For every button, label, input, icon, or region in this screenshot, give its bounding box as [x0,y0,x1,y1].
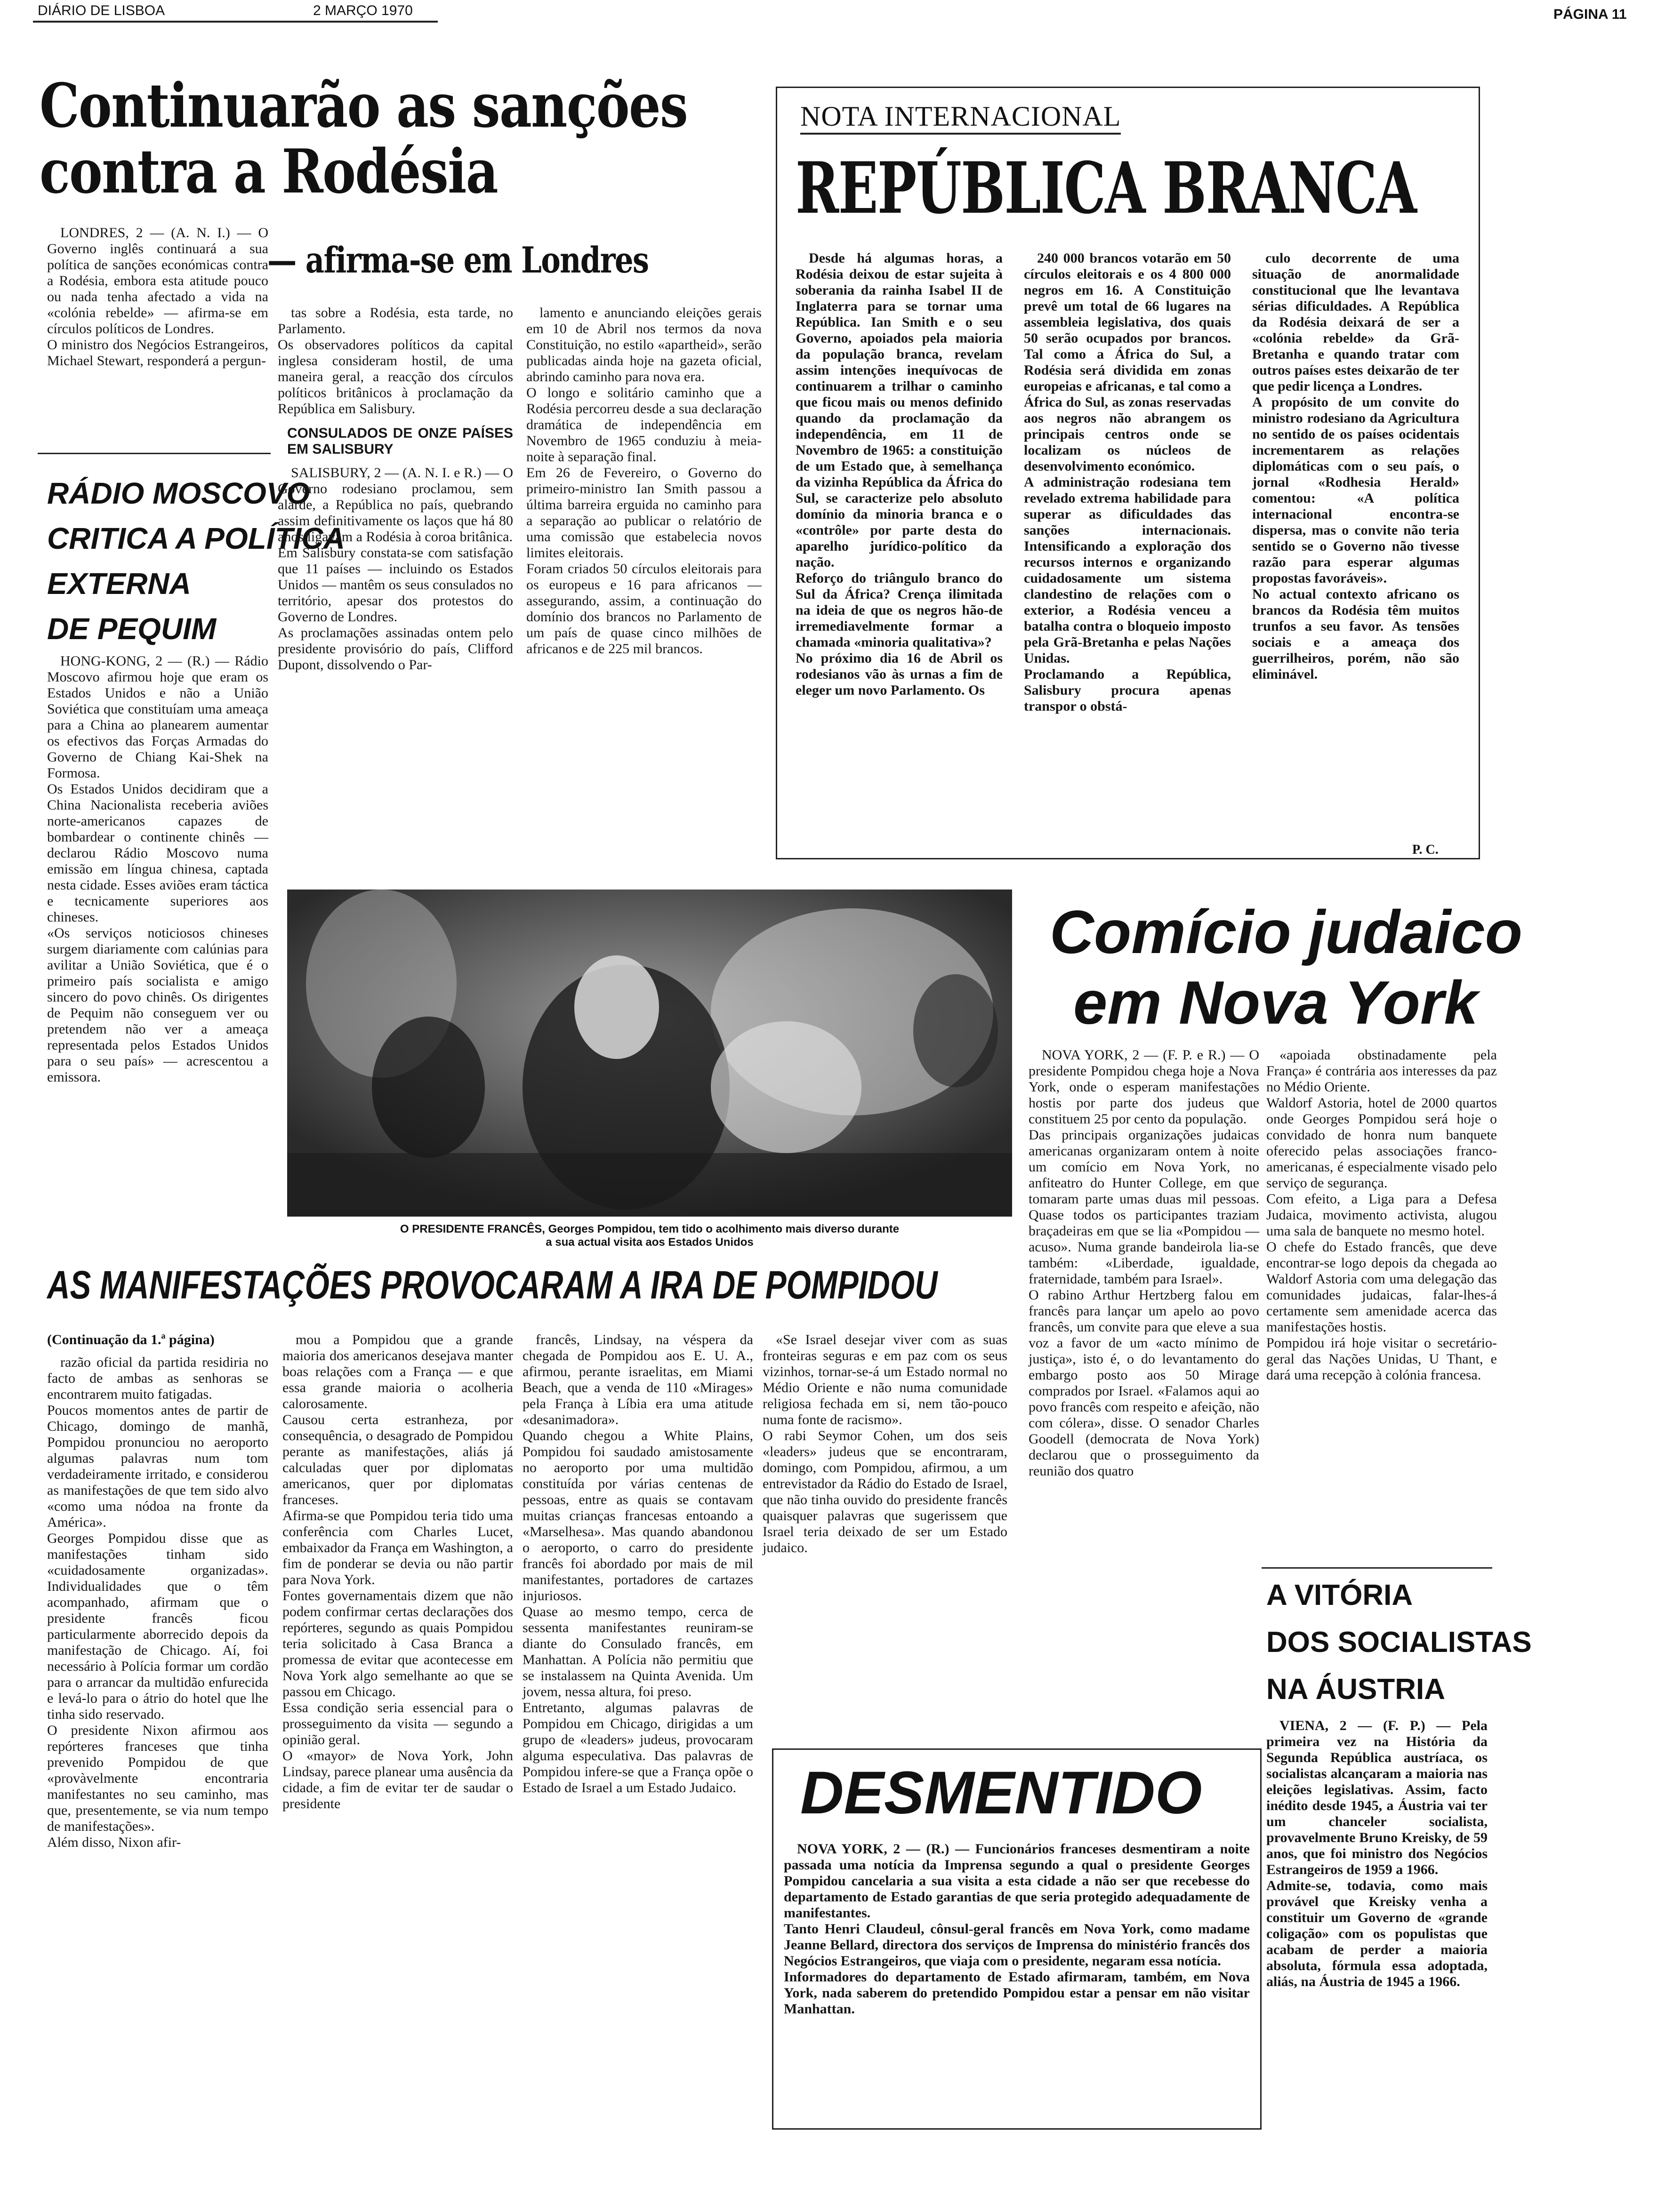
austria-headline-l3: NA ÁUSTRIA [1266,1673,1446,1706]
austria-headline [1266,1572,1532,1713]
nota-signature: P. C. [1412,842,1439,857]
desmentido-headline: DESMENTIDO [800,1759,1202,1827]
issue-date: 2 MARÇO 1970 [313,3,413,18]
moscovo-headline-l2: CRITICA A POLÍTICA [47,521,345,555]
crowd-image [287,890,1012,1217]
nota-column-1 [796,250,1003,701]
nota-col1-text: Desde há algumas horas, a Rodésia deixou de estar sujeita à soberania da rainha Isabel II de Inglaterra para se tornar uma República. Ian Smith e o seu Governo, apoiados pela maioria da população branca, revelam assim intenções inequívocas de continuarem a trilhar o caminho que ficou mais ou menos definido quando da proclamação da independência, em 11 de Novembro de 1965: a constituição de um Estado que, à semelhança da vizinha República da África do Sul, se caracterize pelo absoluto domínio da minoria branca e o «contrôle» por parte desta do aparelho jurídico-político da nação. Reforço do triângulo branco do Sul da África? Crença ilimitada na ideia de que os negros hão-de irremediavelmente formar a chamada «minoria qualitativa»? No próximo dia 16 de Abril os rodesianos vão às urnas a fim de eleger um novo Parlamento. Os [796,250,1003,698]
photo-caption-line2: a sua actual visita aos Estados Unidos [546,1236,754,1249]
austria-top-rule [1262,1567,1492,1569]
moscovo-headline-l3: EXTERNA [47,567,191,601]
continuation-note: (Continuação da 1.ª página) [47,1332,215,1347]
manifestacoes-col2-text: mou a Pompidou que a grande maioria dos americanos desejava manter boas relações com a França — e que essa grande maioria o acolheria calorosamente. Causou certa estranheza, por consequência, o desagrado de Pompidou perante as manifestações, aliás já calculadas quer por diplomatas americanos, quer por diplomatas franceses. Afirma-se que Pompidou teria tido uma conferência com Charles Lucet, embaixador da França em Washington, a fim de ponderar se devia ou não partir para Nova York. Fontes governamentais dizem que não podem confirmar certas declarações dos repórteres, segundo as quais Pompidou teria solicitado à Casa Branca a promessa de evitar que acontecesse em Nova York algo semelhante ao que se passou em Chicago. Essa condição seria essencial para o prosseguimento da visita — segundo a opinião geral. O «mayor» de Nova York, John Lindsay, parece planear uma ausência da cidade, a fim de evitar ter de saudar o presidente [282,1332,513,1811]
moscovo-body: HONG-KONG, 2 — (R.) — Rádio Moscovo afirmou hoje que eram os Estados Unidos e não a União Soviética que constituíam uma ameaça para a China ao planearem aumentar os efectivos das Forças Armadas do Governo de Chiang Kai-Shek na Formosa. Os Estados Unidos decidiram que a China Nacionalista receberia aviões norte-americanos capazes de bombardear o continente chinês — declarou Rádio Moscovo numa emissão em língua chinesa, captada nesta cidade. Esses aviões eram táctica e tecnicamente superiores aos chineses. «Os serviços noticiosos chineses surgem diariamente com calúnias para avilitar a União Soviética, que é o primeiro país socialista e amigo sincero do povo chinês. Os dirigentes de Pequim não conseguem ver ou pretendem não ver a ameaça representada pelos Estados Unidos para o seu país» — acrescentou a emissora. [47,653,268,1085]
moscovo-headline-l1: RÁDIO MOSCOVO [47,476,310,510]
manifestacoes-column-2 [282,1332,513,1815]
comicio-headline-l1: Comício judaico [1050,898,1523,966]
moscovo-headline [47,471,345,651]
manifestacoes-headline: AS MANIFESTAÇÕES PROVOCARAM A IRA DE POMPIDOU [47,1263,938,1307]
sancoes-subheadline: — afirma-se em Londres [267,239,649,281]
nota-kicker: NOTA INTERNACIONAL [800,100,1121,135]
manifestacoes-col3-text: francês, Lindsay, na véspera da chegada de Pompidou aos E. U. A., afirmou, perante israelitas, em Miami Beach, que a venda de 110 «Mirages» pela França à Líbia era uma atitude «desanimadora». Quando chegou a White Plains, Pompidou foi saudado amistosamente no aeroporto por uma multidão constituída por várias centenas de pessoas, entre as quais se contavam muitas crianças francesas entoando a «Marselhesa». Mas quando abandonou o aeroporto, o carro do presidente francês foi abordado por mais de mil manifestantes, portadores de cartazes injuriosos. Quase ao mesmo tempo, cerca de sessenta manifestantes reuniram-se diante do Consulado francês, em Manhattan. A Polícia não permitiu que se instalassem na Quinta Avenida. Um jovem, nessa altura, foi preso. Entretanto, algumas palavras de Pompidou em Chicago, dirigidas a um grupo de «leaders» judeus, provocaram alguma especulativa. Das palavras de Pompidou infere-se que a França opõe o Estado de Israel a um Estado Judaico. [523,1332,753,1795]
comicio-column-2 [1266,1047,1497,1386]
paper-name: DIÁRIO DE LISBOA [38,3,165,18]
comicio-headline-l2: em Nova York [1073,968,1478,1037]
comicio-headline [1050,897,1522,1038]
manifestacoes-column-3 [523,1332,753,1799]
pompidou-photo [287,890,1012,1217]
nota-col2-text: 240 000 brancos votarão em 50 círculos eleitorais e os 4 800 000 negros em 16. A Constituição prevê um total de 66 lugares na assembleia legislativa, dos quais 50 serão ocupados por brancos. Tal como a África do Sul, a Rodésia será dividida em zonas europeias e africanas, e tal como a África do Sul, as zonas reservadas aos negros não abrangem os principais centros onde se localizam os núcleos de desenvolvimento económico. A administração rodesiana tem revelado extrema habilidade para superar as dificuldades das sanções internacionais. Intensificando a exploração dos recursos internos e organizando cuidadosamente um sistema clandestino de relações com o exterior, a Rodésia venceu a batalha contra o bloqueio imposto pela Grã-Bretanha e pelas Nações Unidas. Proclamando a República, Salisbury procura apenas transpor o obstá- [1024,250,1231,714]
nota-col3-text: culo decorrente de uma situação de anormalidade constitucional que lhe levantava sérias dificuldades. A República da Rodésia deixará de ser a «colónia rebelde» da Grã-Bretanha e quando tratar com outros países estes deixarão de ter que pedir licença a Londres. A propósito de um convite do ministro rodesiano da Agricultura no sentido de os países ocidentais incrementarem as relações diplomáticas com o seu país, o jornal «Rodhesia Herald» comentou: «A política internacional encontra-se dispersa, mas o convite não teria sentido se o Governo não tivesse razão para esperar algumas propostas favoráveis». No actual contexto africano os brancos da Rodésia têm muitos trunfos a seu favor. As tensões sociais e a ameaça dos guerrilheiros, porém, não são eliminável. [1252,250,1459,682]
sancoes-divider [38,453,271,454]
photo-caption [287,1223,1012,1249]
moscovo-column [47,653,268,1088]
sancoes-headline-line2: contra a Rodésia [40,136,498,207]
masthead-rule [33,21,438,23]
austria-column [1266,1718,1488,1993]
austria-headline-l2: DOS SOCIALISTAS [1266,1626,1532,1659]
sancoes-column-3 [526,305,762,660]
manifestacoes-col4-text: «Se Israel desejar viver com as suas fronteiras seguras e em paz com os seus vizinhos, tornar-se-á um Estado normal no Médio Oriente e não numa comunidade religiosa fechada em si, nem tão-pouco numa fonte de racismo». O rabi Seymor Cohen, um dos seis «leaders» judeus que se encontraram, domingo, com Pompidou, afirmou, a um entrevistador da Rádio do Estado de Israel, que não tinha ouvido do presidente francês quaisquer palavras que sugerissem que Israel teria deixado de ser um Estado judaico. [763,1332,1007,1555]
manifestacoes-column-1 [47,1354,268,1853]
manifestacoes-column-4 [763,1332,1007,1559]
sancoes-col1-text: LONDRES, 2 — (A. N. I.) — O Governo inglês continuará a sua política de sanções económicas contra a Rodésia, embora esta atitude pouco ou nada tenha afectado a vida na «colónia rebelde» — afirma-se em círculos políticos de Londres. O ministro dos Negócios Estrangeiros, Michael Stewart, responderá a pergun- [47,225,268,369]
austria-headline-l1: A VITÓRIA [1266,1579,1413,1611]
consulados-subhead: CONSULADOS DE ONZE PAÍSES EM SALISBURY [287,425,513,457]
desmentido-body: NOVA YORK, 2 — (R.) — Funcionários franceses desmentiram a noite passada uma notícia da Imprensa segundo a qual o presidente Georges Pompidou cancelaria a sua visita a esta cidade a não ser que recebesse do departamento de Estado garantias de que seria protegido adequadamente de manifestantes. Tanto Henri Claudeul, cônsul-geral francês em Nova York, como madame Jeanne Bellard, directora dos serviços de Imprensa do ministério francês dos Negócios Estrangeiros, que viaja com o presidente, negaram essa notícia. Informadores do departamento de Estado afirmaram, também, em Nova York, nada saberem do pretendido Pompidou estar a pensar em não visitar Manhattan. [784,1841,1250,2017]
sancoes-column-1 [47,225,268,372]
nota-headline: REPÚBLICA BRANCA [796,147,1416,230]
desmentido-column [784,1841,1250,2020]
manifestacoes-col1-text: razão oficial da partida residiria no facto de ambas as senhoras se encontrarem muito fatigadas. Poucos momentos antes de partir de Chicago, domingo de manhã, Pompidou pronunciou no aeroporto algumas palavras num tom verdadeiramente irritado, e considerou as manifestações de que tem sido alvo «como uma nódoa na fronte da América». Georges Pompidou disse que as manifestações tinham sido «cuidadosamente organizadas». Individualidades que o têm acompanhado, afirmam que o presidente francês ficou particularmente aborrecido depois da manifestação de Chicago. Aí, foi necessário à Polícia formar um cordão para o arrancar da multidão enfurecida e levá-lo para o átrio do hotel que lhe tinha sido reservado. O presidente Nixon afirmou aos repórteres franceses que tinha prevenido Pompidou de que «provàvelmente encontraria manifestantes no seu caminho, mas que, presentemente, se via num tempo de manifestações». Além disso, Nixon afir- [47,1354,268,1850]
sancoes-col2-text: tas sobre a Rodésia, esta tarde, no Parlamento. Os observadores políticos da capital inglesa consideram hostil, de uma maneira geral, a reacção dos círculos políticos britânicos à proclamação da República em Salisbury. [278,305,513,417]
sancoes-col2b-text: SALISBURY, 2 — (A. N. I. e R.) — O Governo rodesiano proclamou, sem alarde, a República no país, quebrando assim definitivamente os laços que há 80 anos ligavam a Rodésia à coroa britânica. Em Salisbury constata-se com satisfação que 11 países — incluindo os Estados Unidos — mantêm os seus consulados no território, apesar dos protestos do Governo de Londres. As proclamações assinadas ontem pelo presidente provisório do país, Clifford Dupont, dissolvendo o Par- [278,465,513,673]
sancoes-headline-line1: Continuarão as sanções [40,71,688,141]
sancoes-col3-text: lamento e anunciando eleições gerais em 10 de Abril nos termos da nova Constituição, no estilo «apartheid», serão publicadas ainda hoje na gazeta oficial, abrindo caminho para nova era. O longo e solitário caminho que a Rodésia percorreu desde a sua declaração dramática de independência em Novembro de 1965 conduziu à meia-noite à separação final. Em 26 de Fevereiro, o Governo do primeiro-ministro Ian Smith passou a última barreira erguida no caminho para a separação ao publicar o relatório de uma comissão que estabelecia novos limites eleitorais. Foram criados 50 círculos eleitorais para os europeus e 16 para africanos — assegurando, assim, a continuação do domínio dos brancos no Parlamento de um país de quase cinco milhões de africanos e de 225 mil brancos. [526,305,762,657]
comicio-col2-text: «apoiada obstinadamente pela França» é contrária aos interesses da paz no Médio Oriente. Waldorf Astoria, hotel de 2000 quartos onde Georges Pompidou será hoje o convidado de honra num banquete oferecido pelas associações franco-americanas, é especialmente visado pelo serviço de segurança. Com efeito, a Liga para a Defesa Judaica, movimento activista, alugou uma sala de banquete no mesmo hotel. O chefe do Estado francês, que deve encontrar-se logo depois da chegada ao Waldorf Astoria com uma delegação das comunidades judaicas, falar-lhes-á certamente sem amenidade acerca das manifestações hostis. Pompidou irá hoje visitar o secretário-geral das Nações Unidas, U Thant, e dará uma recepção à colónia francesa. [1266,1047,1497,1383]
nota-column-2 [1024,250,1231,717]
comicio-col1-text: NOVA YORK, 2 — (F. P. e R.) — O presidente Pompidou chega hoje a Nova York, onde o esperam manifestações hostis por parte dos judeus que constituem 25 por cento da população. Das principais organizações judaicas americanas organizaram ontem à noite um comício em Nova York, no anfiteatro do Hunter College, em que tomaram parte umas duas mil pessoas. Quase todos os participantes traziam braçadeiras em que se lia «Pompidou — acuso». Numa grande bandeirola lia-se também: «Liberdade, igualdade, fraternidade, também para Israel». O rabino Arthur Hertzberg falou em francês para lançar um apelo ao povo francês, um convite para que eleve a sua voz a favor de um «acto mínimo de justiça», isto é, o do levantamento do embargo posto aos 50 Mirage comprados por Israel. «Falamos aqui ao povo francês com respeito e afeição, não com cólera», disse. O senador Charles Goodell (democrata de Nova York) declarou que o prosseguimento da reunião dos quatro [1029,1047,1259,1479]
austria-body: VIENA, 2 — (F. P.) — Pela primeira vez na História da Segunda República austríaca, os socialistas alcançaram a maioria nas eleições legislativas. Assim, facto inédito desde 1945, a Áustria vai ter um chanceler socialista, provavelmente Bruno Kreisky, de 59 anos, que foi ministro dos Negócios Estrangeiros de 1959 a 1966. Admite-se, todavia, como mais provável que Kreisky venha a constituir um Governo de «grande coligação» com os populistas que acabam de perder a maioria absoluta, fórmula essa adoptada, aliás, na Áustria de 1945 a 1966. [1266,1718,1488,1989]
moscovo-headline-l4: DE PEQUIM [47,612,217,646]
photo-caption-line1: O PRESIDENTE FRANCÊS, Georges Pompidou, tem tido o acolhimento mais diverso durante [400,1223,900,1235]
page-number: PÁGINA 11 [1553,7,1627,22]
nota-column-3 [1252,250,1459,685]
comicio-column-1 [1029,1047,1259,1482]
sancoes-headline [40,73,820,205]
